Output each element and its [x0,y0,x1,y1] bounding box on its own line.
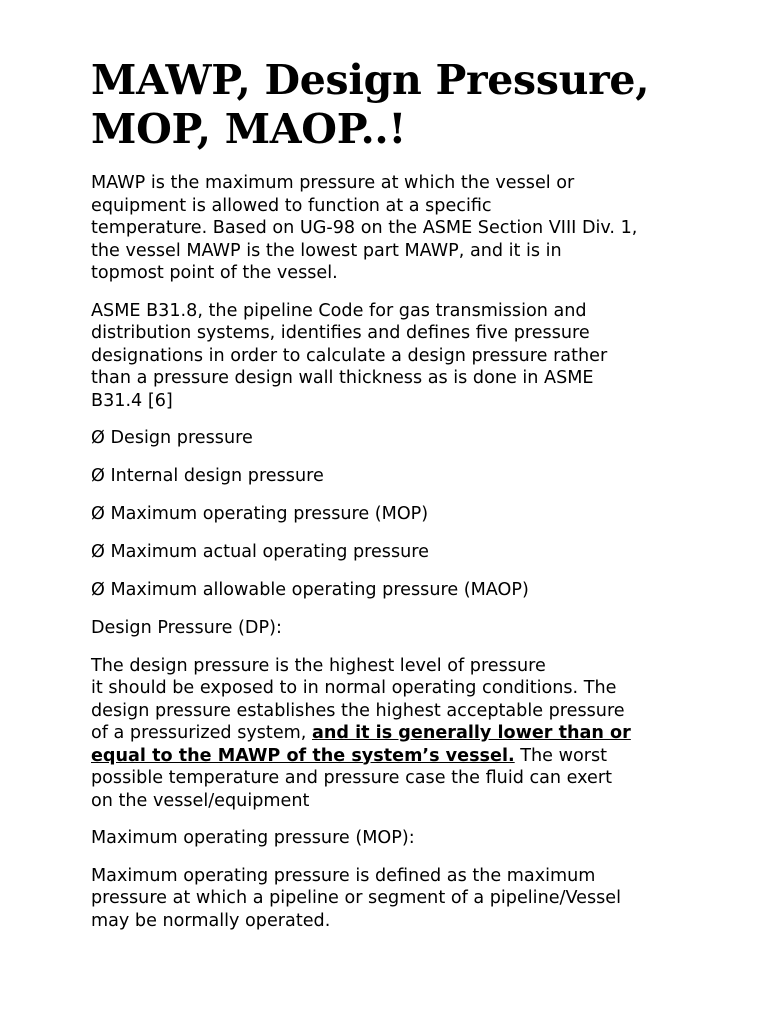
text-line: of a pressurized system, [91,723,312,743]
mawp-paragraph [91,172,681,285]
emphasis-text: equal to the MAWP of the system’s vessel. [91,745,515,766]
text-line: ASME B31.8, the pipeline Code for gas transmission and [91,300,587,321]
design-pressure-paragraph [91,655,681,813]
text-line: pressure at which a pipeline or segment of a pipeline/Vessel [91,888,622,908]
bullet-item: Ø Maximum allowable operating pressure (MAOP) [91,580,529,600]
text-line: distribution systems, identifies and defines five pressure [91,323,590,343]
page-title [91,56,681,154]
mop-heading: Maximum operating pressure (MOP): [91,828,415,848]
text-line: possible temperature and pressure case the fluid can exert [91,768,613,788]
text-line: may be normally operated. [91,910,331,931]
text-line: design pressure establishes the highest acceptable pressure [91,700,625,721]
bullet-item: Ø Maximum operating pressure (MOP) [91,504,429,524]
text-line: B31.4 [6] [91,390,173,411]
bullet-item: Ø Design pressure [91,428,253,448]
text-line: equipment is allowed to function at a specific [91,195,492,216]
design-pressure-heading: Design Pressure (DP): [91,618,282,638]
text-line: MAWP is the maximum pressure at which the vessel or [91,173,575,193]
bullet-item: Ø Internal design pressure [91,466,324,486]
bullet-item: Ø Maximum actual operating pressure [91,542,429,562]
text-line: than a pressure design wall thickness as is done in ASME [91,368,594,388]
text-line: The design pressure is the highest level of pressure [91,655,546,676]
document-body [91,56,681,947]
text-line: The worst [514,745,608,766]
text-line: the vessel MAWP is the lowest part MAWP, and it is in [91,240,562,261]
title-line-1: MAWP, Design Pressure, [91,56,650,104]
text-line: it should be exposed to in normal operating conditions. The [91,678,617,698]
text-line: on the vessel/equipment [91,790,310,811]
b31-8-paragraph [91,300,681,413]
text-line: designations in order to calculate a design pressure rather [91,345,608,366]
text-line: Maximum operating pressure is defined as the maximum [91,865,596,886]
emphasis-text: and it is generally lower than or [311,723,631,743]
title-line-2: MOP, MAOP..! [91,105,407,153]
text-line: temperature. Based on UG-98 on the ASME Section VIII Div. 1, [91,218,638,238]
mop-paragraph [91,865,681,933]
text-line: topmost point of the vessel. [91,263,338,283]
